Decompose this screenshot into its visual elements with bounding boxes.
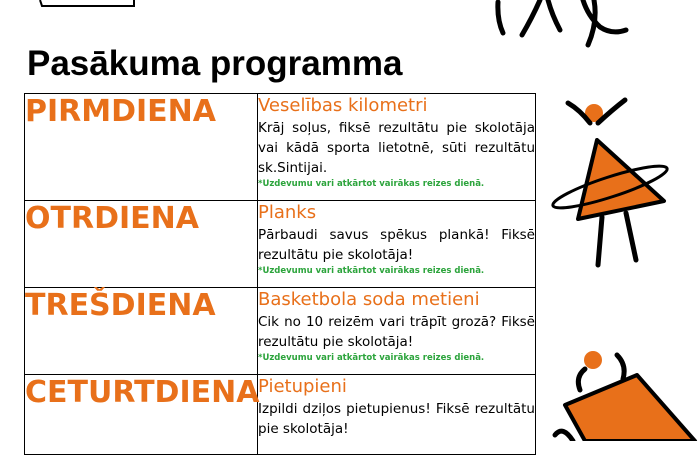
activity-note: *Uzdevumu vari atkārtot vairākas reizes dienā. [258,266,485,276]
activity-cell [258,201,536,288]
activity-title: Pietupieni [258,376,347,397]
day-label: PIRMDIENA [25,94,258,201]
top-decoration [0,0,700,50]
activity-title: Planks [258,202,317,223]
page-title: Pasākuma programma [27,44,403,83]
schedule-table [24,93,536,455]
box-drawing-fragment [40,0,134,6]
table-row [25,201,536,288]
activity-description: Izpildi dziļos pietupienus! Fiksē rezultātu pie skolotāja! [258,401,535,437]
activity-note: *Uzdevumu vari atkārtot vairākas reizes dienā. [258,353,485,363]
squat-figure-icon [545,345,700,441]
day-label: OTRDIENA [25,201,258,288]
table-row [25,375,536,455]
activity-title: Veselības kilometri [258,95,428,116]
activity-title: Basketbola soda metieni [258,289,480,310]
activity-cell [258,288,536,375]
dancing-figure-top-icon [498,0,626,45]
activity-cell [258,375,536,455]
day-label: CETURTDIENA [25,375,258,455]
hula-hoop-figure-icon [540,95,680,275]
table-row [25,94,536,201]
activity-cell [258,94,536,201]
activity-description: Pārbaudi savus spēkus plankā! Fiksē rezultātu pie skolotāja! [258,227,535,263]
activity-description: Cik no 10 reizēm vari trāpīt grozā? Fiksē rezultātu pie skolotāja! [258,314,535,350]
activity-note: *Uzdevumu vari atkārtot vairākas reizes dienā. [258,179,485,189]
table-row [25,288,536,375]
day-label: TREŠDIENA [25,288,258,375]
activity-description: Krāj soļus, fiksē rezultātu pie skolotāja vai kādā sporta lietotnē, sūti rezultātu sk.Sintijai. [258,120,535,176]
